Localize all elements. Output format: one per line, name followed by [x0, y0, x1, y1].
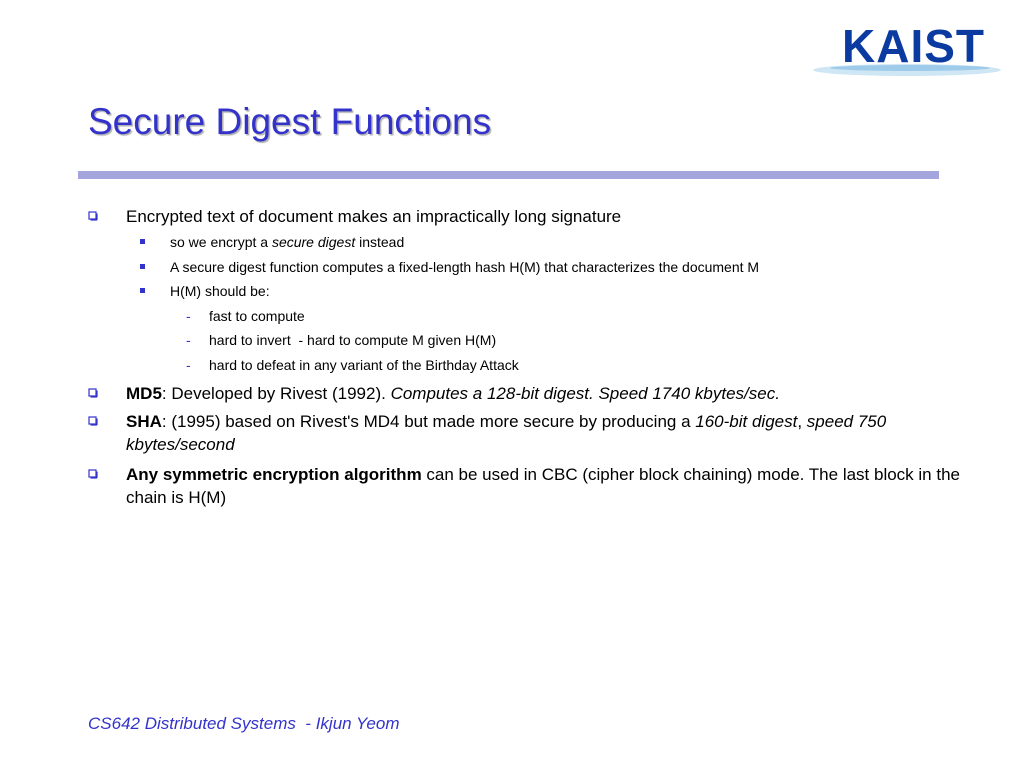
dash-bullet-icon: -	[186, 357, 191, 373]
secure-digest-emphasis: secure digest	[271, 234, 356, 250]
text-segment: so we encrypt a	[170, 234, 272, 250]
sub-bullet-digest-function: A secure digest function computes a fixed-length hash H(M) that characterizes the document M	[170, 259, 760, 275]
sha-speed: speed 750 kbytes/second	[126, 412, 887, 454]
symmetric-label: Any symmetric encryption algorithm	[126, 465, 422, 484]
text-segment: : (1995) based on Rivest's MD4 but made more secure by producing a	[161, 412, 696, 431]
title-rule	[78, 171, 939, 179]
sha-label: SHA	[126, 412, 162, 431]
text-segment: instead	[355, 234, 405, 250]
square-bullet-icon	[88, 388, 98, 398]
sub-sub-bullet-fast: fast to compute	[209, 308, 305, 324]
text-segment: : Developed by Rivest (1992).	[161, 384, 391, 403]
sub-bullet-hm-should-be: H(M) should be:	[170, 283, 270, 299]
sub-bullet-encrypt-digest	[170, 233, 404, 251]
sub-sub-bullet-invert: hard to invert - hard to compute M given H(M)	[209, 332, 497, 348]
sha-digest-size: 160-bit digest	[695, 412, 798, 431]
small-square-bullet-icon	[140, 239, 145, 244]
bullet-md5	[126, 382, 986, 405]
small-square-bullet-icon	[140, 264, 145, 269]
text-segment: ,	[797, 412, 807, 431]
kaist-logo	[812, 22, 1002, 82]
bullet-sha	[126, 410, 986, 456]
square-bullet-icon	[88, 211, 98, 221]
bullet-symmetric-encryption	[126, 463, 986, 509]
sub-sub-bullet-birthday: hard to defeat in any variant of the Birthday Attack	[209, 357, 519, 373]
slide-title: Secure Digest Functions	[88, 101, 492, 142]
logo-text: KAIST	[842, 20, 985, 72]
footer-course: CS642 Distributed Systems - Ikjun Yeom	[88, 714, 400, 733]
dash-bullet-icon: -	[186, 308, 191, 324]
dash-bullet-icon: -	[186, 332, 191, 348]
small-square-bullet-icon	[140, 288, 145, 293]
md5-label: MD5	[126, 384, 162, 403]
bullet-encrypted-text: Encrypted text of document makes an impractically long signature	[126, 207, 622, 226]
text-segment: can be used in CBC (cipher block chaining) mode. The last block in the chain is H(M)	[126, 465, 960, 507]
square-bullet-icon	[88, 469, 98, 479]
square-bullet-icon	[88, 416, 98, 426]
md5-spec: Computes a 128-bit digest. Speed 1740 kbytes/sec.	[390, 384, 780, 403]
